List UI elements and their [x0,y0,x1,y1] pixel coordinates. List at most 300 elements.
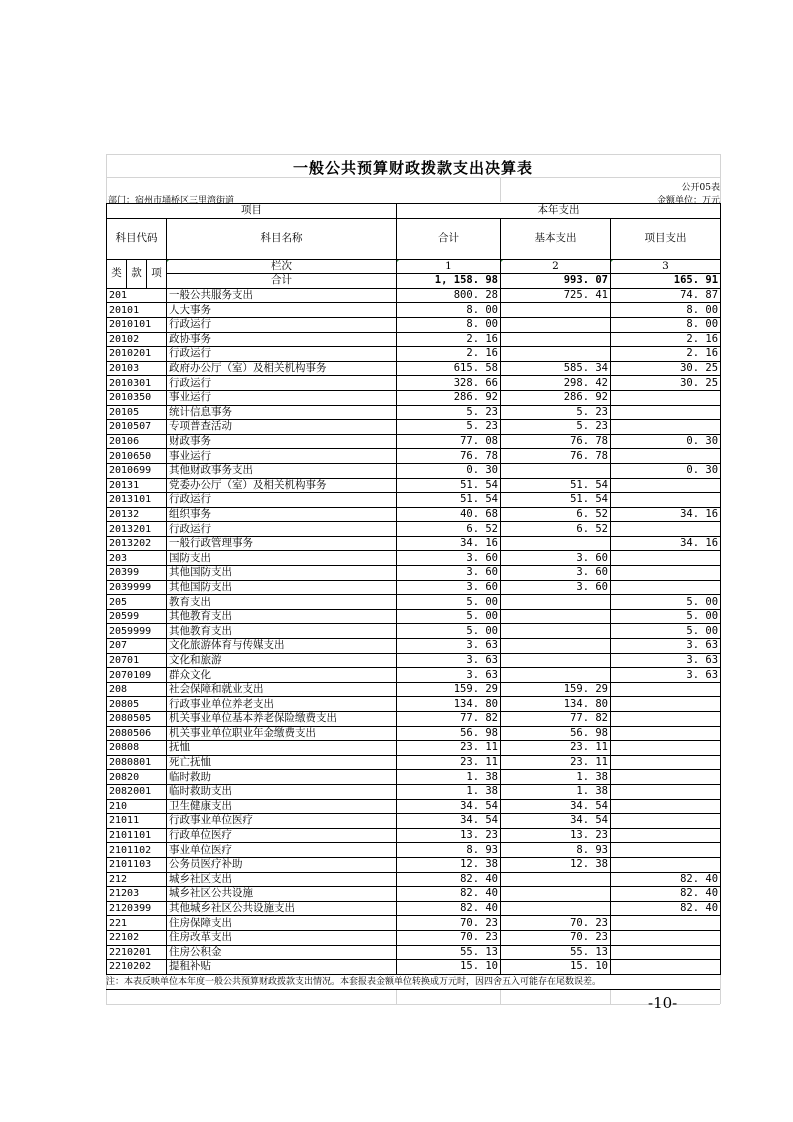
total-cell: 0. 30 [397,463,501,478]
basic-header: 基本支出 [501,218,611,259]
subject-name-cell: 党委办公厅（室）及相关机构事务 [167,478,397,493]
total-cell: 70. 23 [397,916,501,931]
project-cell [611,551,721,566]
table-row [107,668,721,683]
table-row [107,741,721,756]
subject-name-cell: 行政运行 [167,376,397,391]
basic-cell: 585. 34 [501,361,611,376]
subject-name-cell: 统计信息事务 [167,405,397,420]
table-row [107,303,721,318]
total-cell: 1. 38 [397,770,501,785]
total-cell: 3. 63 [397,668,501,683]
grid-line [500,990,501,1004]
project-cell [611,697,721,712]
basic-cell: 6. 52 [501,522,611,537]
project-exp-header: 项目支出 [611,218,721,259]
basic-cell: 5. 23 [501,420,611,435]
project-cell [611,522,721,537]
subject-name-cell: 事业单位医疗 [167,843,397,858]
basic-cell: 12. 38 [501,857,611,872]
subject-name-cell: 卫生健康支出 [167,799,397,814]
project-cell [611,390,721,405]
project-cell [611,930,721,945]
project-cell [611,741,721,756]
subject-name-cell: 死亡抚恤 [167,755,397,770]
table-row [107,361,721,376]
total-cell: 5. 00 [397,609,501,624]
total-cell: 23. 11 [397,741,501,756]
table-row [107,317,721,332]
subject-code-cell: 20101 [107,303,167,318]
basic-cell: 76. 78 [501,449,611,464]
basic-cell: 76. 78 [501,434,611,449]
subject-code-cell: 2010350 [107,390,167,405]
table-row [107,536,721,551]
lei-header: 类 [107,259,127,288]
project-cell [611,916,721,931]
total-cell: 5. 23 [397,405,501,420]
subject-code-cell: 2010201 [107,347,167,362]
project-cell: 8. 00 [611,303,721,318]
subject-code-cell: 2010507 [107,420,167,435]
project-cell [611,405,721,420]
col3-number: 3 [611,259,721,274]
table-row [107,624,721,639]
project-cell [611,843,721,858]
basic-cell: 8. 93 [501,843,611,858]
basic-cell [501,887,611,902]
project-cell: 82. 40 [611,887,721,902]
project-cell [611,726,721,741]
basic-cell: 13. 23 [501,828,611,843]
project-cell [611,857,721,872]
total-cell: 15. 10 [397,960,501,975]
table-row [107,872,721,887]
project-cell [611,580,721,595]
table-row [107,463,721,478]
subject-code-cell: 2059999 [107,624,167,639]
total-cell: 134. 80 [397,697,501,712]
project-cell [611,449,721,464]
total-cell: 2. 16 [397,347,501,362]
table-row [107,653,721,668]
subject-name-cell: 行政运行 [167,522,397,537]
project-cell: 3. 63 [611,653,721,668]
total-cell: 82. 40 [397,901,501,916]
total-cell: 77. 82 [397,712,501,727]
basic-cell [501,536,611,551]
header-row-2 [107,218,721,259]
subject-name-cell: 抚恤 [167,741,397,756]
subject-name-cell: 行政运行 [167,493,397,508]
table-row [107,493,721,508]
subject-code-header [107,218,167,259]
table-row [107,522,721,537]
subject-code-cell: 20808 [107,741,167,756]
table-row [107,449,721,464]
table-row [107,770,721,785]
basic-cell: 34. 54 [501,814,611,829]
basic-cell [501,609,611,624]
subject-name-cell: 事业运行 [167,390,397,405]
total-cell: 77. 08 [397,434,501,449]
basic-cell: 159. 29 [501,682,611,697]
project-cell: 2. 16 [611,332,721,347]
project-cell [611,828,721,843]
header-row-3 [107,259,721,274]
basic-cell [501,317,611,332]
table-row [107,595,721,610]
subject-name-cell: 行政运行 [167,347,397,362]
total-cell: 286. 92 [397,390,501,405]
table-row [107,960,721,975]
project-cell: 0. 30 [611,463,721,478]
subject-name-cell: 临时救助支出 [167,784,397,799]
total-cell: 8. 00 [397,317,501,332]
basic-cell [501,872,611,887]
table-row [107,916,721,931]
subject-name-cell: 社会保障和就业支出 [167,682,397,697]
table-row [107,726,721,741]
total-cell: 76. 78 [397,449,501,464]
subject-code-cell: 210 [107,799,167,814]
project-cell [611,755,721,770]
basic-cell: 70. 23 [501,930,611,945]
table-row [107,901,721,916]
basic-cell: 6. 52 [501,507,611,522]
table-row [107,857,721,872]
project-cell: 30. 25 [611,376,721,391]
table-row [107,945,721,960]
subject-name-cell: 教育支出 [167,595,397,610]
table-row [107,376,721,391]
table-row [107,580,721,595]
footnote: 注：本表反映单位本年度一般公共预算财政拨款支出情况。本套报表金额单位转换成万元时，因四舍五入可能存在尾数误差。 [106,975,720,990]
basic-cell [501,624,611,639]
basic-cell: 77. 82 [501,712,611,727]
subject-name-cell: 行政单位医疗 [167,828,397,843]
subject-name-cell: 其他教育支出 [167,624,397,639]
header-row-1 [107,204,721,219]
form-code: 公开05表 [681,183,720,193]
subject-name-header: 科目名称 [167,218,397,259]
subject-code-cell: 20820 [107,770,167,785]
subject-code-cell: 2013202 [107,536,167,551]
grid-line [500,178,501,202]
sum-basic: 993. 07 [501,274,611,289]
total-cell: 8. 93 [397,843,501,858]
subject-code-header-text: 科目代码 [115,232,158,245]
subject-name-cell: 人大事务 [167,303,397,318]
basic-cell [501,668,611,683]
project-cell [611,814,721,829]
subject-code-cell: 20103 [107,361,167,376]
basic-cell: 55. 13 [501,945,611,960]
subject-code-cell: 2039999 [107,580,167,595]
column-no-label: 栏次 [167,259,397,274]
total-cell: 615. 58 [397,361,501,376]
basic-cell: 3. 60 [501,580,611,595]
project-cell: 34. 16 [611,536,721,551]
subject-code-cell: 2210202 [107,960,167,975]
project-cell [611,478,721,493]
table-row [107,507,721,522]
basic-cell: 23. 11 [501,755,611,770]
table-row [107,405,721,420]
subject-name-cell: 临时救助 [167,770,397,785]
subject-code-cell: 2101103 [107,857,167,872]
total-cell: 3. 63 [397,653,501,668]
subject-name-cell: 住房公积金 [167,945,397,960]
subject-code-cell: 221 [107,916,167,931]
sum-label: 合计 [167,274,397,289]
project-cell: 5. 00 [611,624,721,639]
subject-name-cell: 其他国防支出 [167,580,397,595]
subject-name-cell: 住房保障支出 [167,916,397,931]
project-cell: 82. 40 [611,901,721,916]
subject-name-cell: 组织事务 [167,507,397,522]
total-cell: 8. 00 [397,303,501,318]
subject-code-cell: 212 [107,872,167,887]
subject-name-cell: 其他财政事务支出 [167,463,397,478]
table-row [107,930,721,945]
basic-cell: 56. 98 [501,726,611,741]
total-cell: 5. 00 [397,624,501,639]
total-cell: 23. 11 [397,755,501,770]
grid-line [610,990,611,1004]
basic-cell: 23. 11 [501,741,611,756]
table-row [107,814,721,829]
subject-code-cell: 21011 [107,814,167,829]
table-row [107,712,721,727]
project-cell [611,945,721,960]
grid-line [106,1004,720,1005]
project-cell [611,682,721,697]
subject-name-cell: 行政事业单位养老支出 [167,697,397,712]
subject-code-cell: 2013101 [107,493,167,508]
subject-code-cell: 20399 [107,566,167,581]
basic-cell: 51. 54 [501,493,611,508]
subject-code-cell: 20106 [107,434,167,449]
subject-name-cell: 文化和旅游 [167,653,397,668]
basic-cell: 1. 38 [501,770,611,785]
basic-cell: 134. 80 [501,697,611,712]
basic-cell: 51. 54 [501,478,611,493]
total-header: 合计 [397,218,501,259]
subject-name-cell: 专项普查活动 [167,420,397,435]
subject-code-cell: 2120399 [107,901,167,916]
total-cell: 70. 23 [397,930,501,945]
table-row [107,843,721,858]
subject-code-cell: 2010650 [107,449,167,464]
subject-code-cell: 20102 [107,332,167,347]
subject-name-cell: 提租补贴 [167,960,397,975]
basic-cell: 3. 60 [501,551,611,566]
subject-code-cell: 2210201 [107,945,167,960]
table-row [107,697,721,712]
subject-code-cell: 2070109 [107,668,167,683]
project-cell: 82. 40 [611,872,721,887]
xiang-header: 项 [147,259,167,288]
project-cell [611,770,721,785]
project-cell: 30. 25 [611,361,721,376]
table-row [107,784,721,799]
project-cell [611,960,721,975]
basic-cell [501,332,611,347]
subject-name-cell: 事业运行 [167,449,397,464]
basic-cell [501,901,611,916]
project-cell: 74. 87 [611,288,721,303]
table-row [107,390,721,405]
sum-row [107,274,721,289]
basic-cell: 298. 42 [501,376,611,391]
total-cell: 51. 54 [397,493,501,508]
grid-line [396,990,397,1004]
subject-code-cell: 20105 [107,405,167,420]
project-cell: 2. 16 [611,347,721,362]
project-cell [611,799,721,814]
table-row [107,799,721,814]
project-cell: 34. 16 [611,507,721,522]
total-cell: 3. 63 [397,639,501,654]
project-cell [611,784,721,799]
table-row [107,288,721,303]
total-cell: 51. 54 [397,478,501,493]
total-cell: 5. 23 [397,420,501,435]
department-label: 部门：宿州市埇桥区三里湾街道 [108,196,235,206]
subject-code-cell: 22102 [107,930,167,945]
subject-name-cell: 一般公共服务支出 [167,288,397,303]
total-cell: 3. 60 [397,566,501,581]
project-cell [611,493,721,508]
subject-code-cell: 20131 [107,478,167,493]
project-cell: 3. 63 [611,639,721,654]
total-cell: 34. 54 [397,814,501,829]
grid-line [106,154,720,155]
table-row [107,828,721,843]
col2-number: 2 [501,259,611,274]
project-cell: 5. 00 [611,609,721,624]
project-header: 项目 [107,204,397,219]
subject-name-cell: 行政运行 [167,317,397,332]
total-cell: 328. 66 [397,376,501,391]
kuan-header: 款 [127,259,147,288]
table-row [107,420,721,435]
total-cell: 2. 16 [397,332,501,347]
unit-label: 金额单位：万元 [656,196,720,206]
total-cell: 3. 60 [397,551,501,566]
subject-name-cell: 国防支出 [167,551,397,566]
table-row [107,755,721,770]
page-number: -10- [648,994,678,1012]
subject-name-cell: 其他国防支出 [167,566,397,581]
total-cell: 34. 16 [397,536,501,551]
subject-code-cell: 2101101 [107,828,167,843]
table-row [107,478,721,493]
project-cell: 3. 63 [611,668,721,683]
project-cell: 8. 00 [611,317,721,332]
expenditure-table [106,203,721,975]
table-row [107,347,721,362]
basic-cell: 15. 10 [501,960,611,975]
table-row [107,551,721,566]
table-row [107,887,721,902]
basic-cell: 3. 60 [501,566,611,581]
basic-cell: 286. 92 [501,390,611,405]
project-cell: 0. 30 [611,434,721,449]
subject-name-cell: 一般行政管理事务 [167,536,397,551]
subject-code-cell: 2082001 [107,784,167,799]
total-cell: 82. 40 [397,872,501,887]
total-cell: 56. 98 [397,726,501,741]
table-row [107,609,721,624]
total-cell: 40. 68 [397,507,501,522]
subject-code-cell: 2080506 [107,726,167,741]
subject-name-cell: 城乡社区支出 [167,872,397,887]
basic-cell [501,639,611,654]
project-cell [611,712,721,727]
subject-name-cell: 机关事业单位职业年金缴费支出 [167,726,397,741]
subject-name-cell: 政府办公厅（室）及相关机构事务 [167,361,397,376]
subject-code-cell: 20701 [107,653,167,668]
subject-name-cell: 机关事业单位基本养老保险缴费支出 [167,712,397,727]
subject-code-cell: 21203 [107,887,167,902]
basic-cell [501,653,611,668]
subject-name-cell: 住房改革支出 [167,930,397,945]
subject-code-cell: 20132 [107,507,167,522]
subject-code-cell: 2013201 [107,522,167,537]
subject-code-cell: 201 [107,288,167,303]
subject-code-cell: 207 [107,639,167,654]
table-row [107,682,721,697]
total-cell: 5. 00 [397,595,501,610]
subject-name-cell: 文化旅游体育与传媒支出 [167,639,397,654]
basic-cell: 1. 38 [501,784,611,799]
subject-code-cell: 20599 [107,609,167,624]
project-cell: 5. 00 [611,595,721,610]
subject-name-cell: 行政事业单位医疗 [167,814,397,829]
total-cell: 159. 29 [397,682,501,697]
basic-cell: 5. 23 [501,405,611,420]
total-cell: 82. 40 [397,887,501,902]
current-year-header: 本年支出 [397,204,721,219]
basic-cell: 34. 54 [501,799,611,814]
subject-name-cell: 财政事务 [167,434,397,449]
subject-code-cell: 203 [107,551,167,566]
basic-cell [501,347,611,362]
basic-cell: 725. 41 [501,288,611,303]
basic-cell [501,595,611,610]
table-row [107,639,721,654]
total-cell: 3. 60 [397,580,501,595]
sum-project: 165. 91 [611,274,721,289]
subject-code-cell: 2010301 [107,376,167,391]
subject-name-cell: 公务员医疗补助 [167,857,397,872]
page-title: 一般公共预算财政拨款支出决算表 [292,159,533,177]
subject-code-cell: 2101102 [107,843,167,858]
project-cell [611,566,721,581]
total-cell: 1. 38 [397,784,501,799]
table-row [107,566,721,581]
sum-total: 1, 158. 98 [397,274,501,289]
total-cell: 12. 38 [397,857,501,872]
total-cell: 13. 23 [397,828,501,843]
subject-code-cell: 205 [107,595,167,610]
basic-cell [501,303,611,318]
subject-name-cell: 其他城乡社区公共设施支出 [167,901,397,916]
total-cell: 55. 13 [397,945,501,960]
table-row [107,434,721,449]
